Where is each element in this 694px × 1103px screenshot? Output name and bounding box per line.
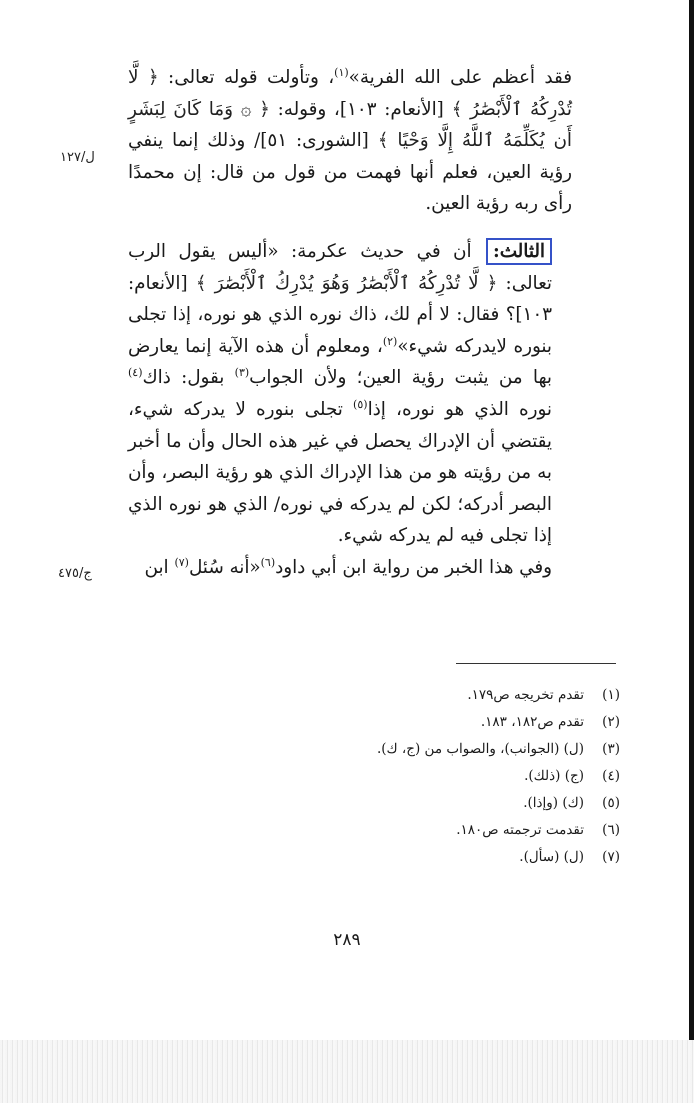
footnote-text: (ك) (وإذا). [523, 795, 584, 811]
text-run: [الشورى: ٥١]/ وذلك إنما ينفي رؤية العين، فعلم أنها فهمت من قول من قال: إن محمدًا رأى ربه رؤية العين. [128, 130, 572, 215]
footnote-number: (٤) [602, 768, 620, 784]
footnote-text: تقدم ص١٨٢، ١٨٣. [480, 714, 584, 730]
scan-bottom-strip [0, 1040, 694, 1103]
quran-verse: ﴿ لَّا تُدْرِكُهُ ٱلْأَبْصَٰرُ وَهُوَ يُدْرِكُ ٱلْأَبْصَٰرَ ﴾ [195, 272, 498, 294]
footnote-number: (٣) [602, 741, 620, 757]
text-run: بقول: ذاك [142, 367, 235, 389]
footnote-number: (٥) [602, 795, 620, 811]
paragraph-3 [128, 552, 572, 584]
text-run: أن في حديث عكرمة: «أليس يقول الرب تعالى: [128, 240, 552, 294]
text-run: نوره الذي هو نوره، إذا [367, 398, 553, 420]
footnote-ref[interactable]: (٧) [174, 555, 189, 569]
footnote-ref[interactable]: (٤) [128, 366, 143, 380]
footnote-number: (٦) [602, 822, 620, 838]
footnote-item [140, 763, 620, 790]
text-run: [الأنعام: ١٠٣]، وقوله: [269, 98, 452, 120]
text-run: تجلى بنوره لا يدركه شيء، يقتضي أن الإدراك يحصل في غير هذه الحال وأن ما أخبر به من رؤيته هو من هذا الإدراك الذي هو رؤية البصر، وأن البصر أدركه؛ لكن لم يدركه في نوره/ الذي هو نوره الذي إذا تجلى فيه لم يدركه شيء. [128, 398, 552, 547]
footnote-number: (٧) [602, 849, 620, 865]
footnote-ref[interactable]: (١) [334, 65, 349, 79]
text-run: «أنه سُئل [188, 556, 261, 578]
text-run: ابن [144, 556, 175, 578]
page-edge [689, 0, 694, 1040]
footnote-text: (ل) (سأل). [519, 849, 584, 865]
text-run: وفي هذا الخبر من رواية ابن أبي داود [275, 556, 552, 578]
page-number: ٢٨٩ [333, 930, 361, 950]
footnote-ref[interactable]: (٢) [382, 334, 398, 348]
footnote-item [140, 817, 620, 844]
margin-manuscript-ref: ج/٤٧٥ [58, 566, 92, 581]
footnote-ref[interactable]: (٣) [234, 366, 250, 380]
quran-verse: ﴿ لَّا تُدْرِكُهُ ٱلْأَبْصَٰرُ ﴾ [128, 67, 572, 120]
footnote-item [140, 709, 620, 736]
footnote-number: (٢) [602, 714, 620, 730]
quran-verse: ﴿ ۞ وَمَا كَانَ لِبَشَرٍ أَن يُكَلِّمَهُ ٱللَّهُ إِلَّا وَحْيًا ﴾ [128, 98, 572, 152]
margin-manuscript-ref: ل/١٢٧ [60, 150, 95, 165]
paragraph-1 [128, 62, 572, 220]
text-run: ، ومعلوم أن هذه الآية إنما يعارض بها من يثبت رؤية العين؛ ولأن الجواب [128, 335, 552, 389]
footnote-text: تقدم تخريجه ص١٧٩. [467, 687, 584, 703]
highlighted-word[interactable]: الثالث: [486, 238, 552, 265]
footnote-text: تقدمت ترجمته ص١٨٠. [456, 822, 584, 838]
footnote-divider [456, 663, 616, 664]
footnote-number: (١) [602, 687, 620, 703]
text-run: فقد أعظم على الله الفرية» [348, 67, 572, 88]
text-run: ، وتأولت قوله تعالى: [158, 67, 335, 88]
footnote-ref[interactable]: (٥) [353, 397, 368, 411]
footnote-item [140, 682, 620, 709]
footnote-item [140, 844, 620, 871]
footnote-ref[interactable]: (٦) [260, 555, 276, 569]
footnote-text: (ج) (ذلك). [524, 768, 584, 784]
footnote-text: (ل) (الجوانب)، والصواب من (ج، ك). [376, 741, 584, 757]
paragraph-2 [128, 236, 572, 552]
footnotes [140, 682, 620, 871]
footnote-item [140, 790, 620, 817]
main-text [128, 62, 572, 584]
text-run: [الأنعام: ١٠٣]؟ فقال: لا أم لك، ذاك نوره الذي هو نوره، إذا تجلى بنوره لايدركه شيء» [128, 272, 552, 357]
footnote-item [140, 736, 620, 763]
